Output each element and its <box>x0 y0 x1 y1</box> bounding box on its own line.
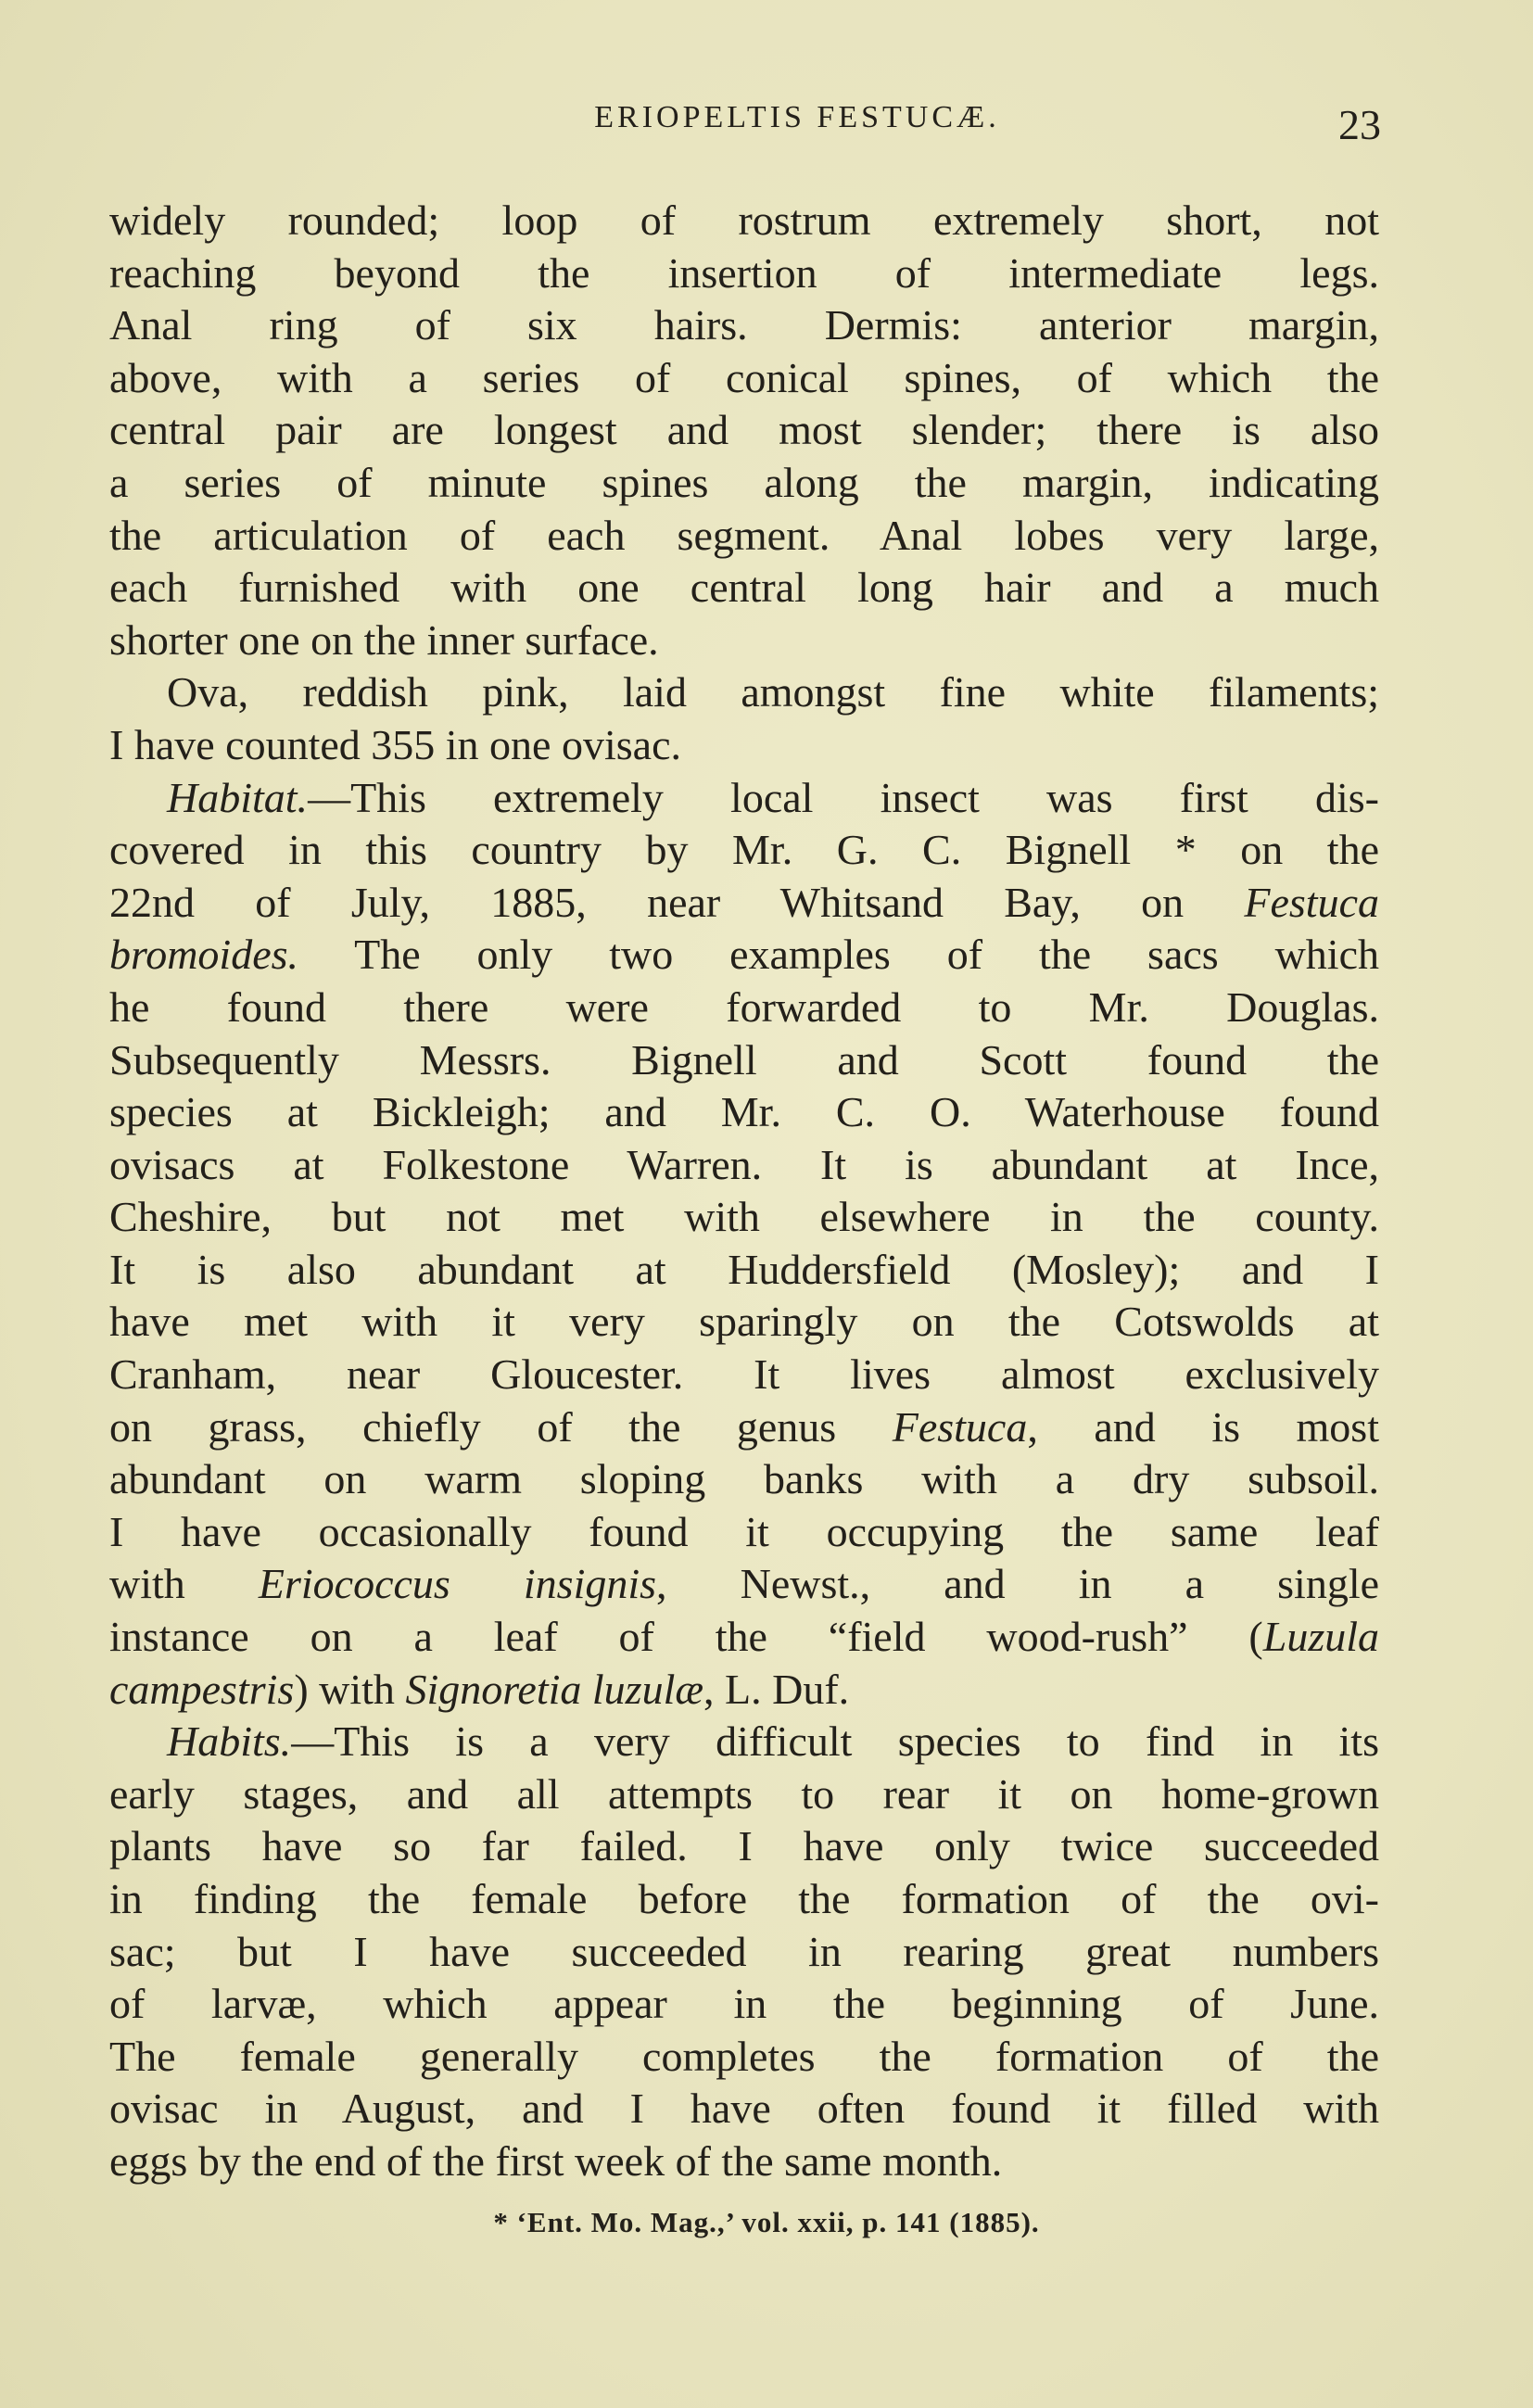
text-line: Cranham, near Gloucester. It lives almost exclusively <box>109 1350 1379 1399</box>
text-line: It is also abundant at Huddersfield (Mosley); and I <box>109 1245 1379 1293</box>
text-line: he found there were forwarded to Mr. Douglas. <box>109 982 1379 1031</box>
text-line: with Eriococcus insignis, Newst., and in a single <box>109 1560 1380 1608</box>
text-line: on grass, chiefly of the genus Festuca, and is most <box>109 1402 1379 1451</box>
body-text <box>109 195 1379 2188</box>
text-line: in finding the female before the formation of the ovi- <box>109 1875 1379 1922</box>
text-line: plants have so far failed. I have only twice succeeded <box>109 1822 1379 1870</box>
text-line: instance on a leaf of the “field wood-rush” (Luzula <box>109 1613 1379 1661</box>
text-line: eggs by the end of the first week of the same month. <box>109 2136 1003 2185</box>
text-line: Subsequently Messrs. Bignell and Scott found the <box>109 1035 1379 1084</box>
running-title: ERIOPELTIS FESTUCÆ. <box>594 100 1000 134</box>
text-line: Anal ring of six hairs. Dermis: anterior margin, <box>109 301 1379 349</box>
text-line: covered in this country by Mr. G. C. Bignell * on the <box>109 826 1379 874</box>
footnote: * ‘Ent. Mo. Mag.,’ vol. xxii, p. 141 (1885). <box>493 2206 1040 2238</box>
text-line: shorter one on the inner surface. <box>109 615 659 664</box>
text-line: central pair are longest and most slender; there is also <box>109 406 1379 454</box>
text-line: abundant on warm sloping banks with a dry subsoil. <box>109 1455 1379 1503</box>
text-line: bromoides. The only two examples of the sacs which <box>109 931 1379 979</box>
text-line: Ova, reddish pink, laid amongst fine white filaments; <box>167 668 1379 716</box>
text-line: Habits.—This is a very difficult species to find in its <box>167 1717 1379 1766</box>
text-line: 22nd of July, 1885, near Whitsand Bay, on Festuca <box>109 878 1379 926</box>
text-line: Habitat.—This extremely local insect was first dis- <box>167 773 1379 821</box>
text-line: widely rounded; loop of rostrum extremely short, not <box>109 196 1379 244</box>
text-line: each furnished with one central long hair and a much <box>109 564 1379 612</box>
page-number: 23 <box>1338 101 1381 148</box>
text-line: have met with it very sparingly on the Cotswolds at <box>109 1298 1379 1346</box>
text-line: I have counted 355 in one ovisac. <box>109 720 681 768</box>
text-line: I have occasionally found it occupying the same leaf <box>109 1507 1379 1555</box>
text-line: above, with a series of conical spines, of which the <box>109 353 1379 401</box>
text-line: early stages, and all attempts to rear it on home-grown <box>109 1769 1379 1818</box>
text-line: ovisacs at Folkestone Warren. It is abundant at Ince, <box>109 1140 1379 1188</box>
text-line: species at Bickleigh; and Mr. C. O. Waterhouse found <box>109 1088 1379 1136</box>
text-line: reaching beyond the insertion of intermediate legs. <box>109 248 1379 297</box>
text-line: of larvæ, which appear in the beginning of June. <box>109 1980 1379 2028</box>
text-line: the articulation of each segment. Anal lobes very large, <box>109 511 1379 559</box>
text-line: campestris) with Signoretia luzulæ, L. Duf. <box>109 1665 850 1713</box>
text-line: Cheshire, but not met with elsewhere in the county. <box>109 1193 1379 1241</box>
running-head <box>111 100 1381 156</box>
text-line: ovisac in August, and I have often found it filled with <box>109 2085 1379 2133</box>
text-line: sac; but I have succeeded in rearing great numbers <box>109 1927 1379 1975</box>
text-line: The female generally completes the formation of the <box>109 2032 1379 2080</box>
text-line: a series of minute spines along the margin, indicating <box>109 458 1379 506</box>
